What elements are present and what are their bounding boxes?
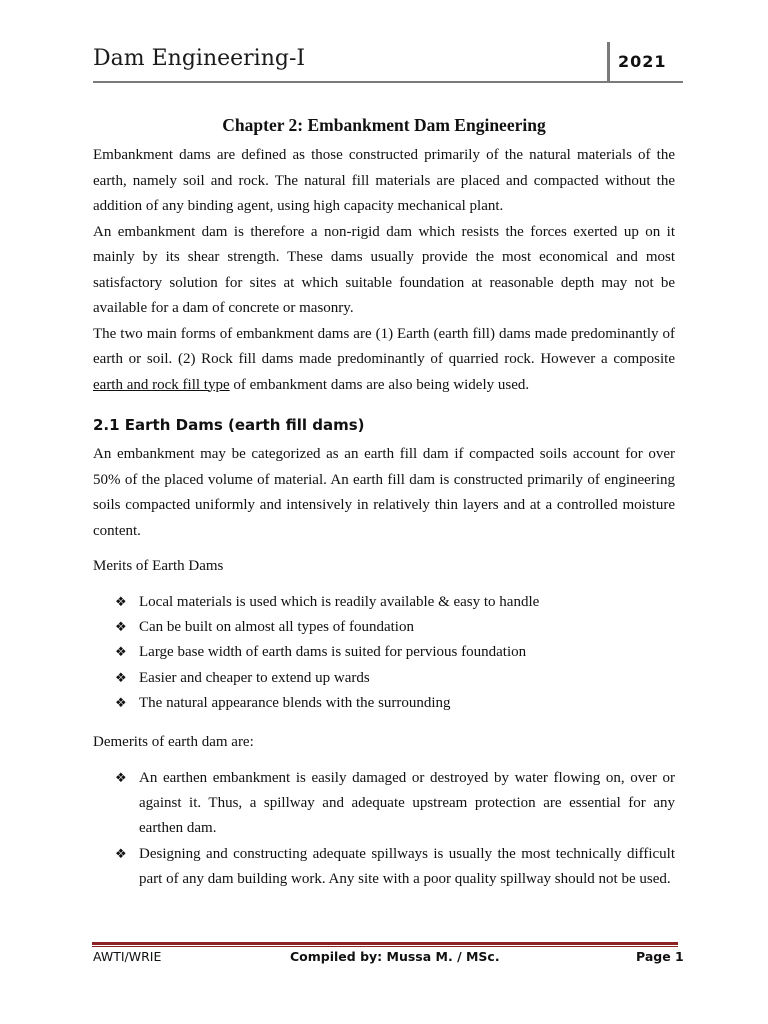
header-year: 2021 bbox=[618, 52, 667, 71]
diamond-bullet-icon: ❖ bbox=[115, 670, 127, 686]
diamond-bullet-icon: ❖ bbox=[115, 595, 127, 610]
list-item: ❖ Large base width of earth dams is suited for pervious foundation bbox=[115, 640, 675, 665]
demerits-label: Demerits of earth dam are: bbox=[93, 734, 254, 751]
page-body bbox=[93, 113, 675, 892]
diamond-bullet-icon: ❖ bbox=[115, 771, 127, 787]
footer-page-number: Page 1 bbox=[636, 949, 684, 964]
header-title: Dam Engineering-I bbox=[93, 46, 306, 71]
list-item: ❖ An earthen embankment is easily damaged or destroyed by water flowing on, over or against it. Thus, a spillway and adequate upstream protection are essential for any earthen dam. bbox=[115, 766, 675, 842]
list-item: ❖ Easier and cheaper to extend up wards bbox=[115, 666, 675, 691]
diamond-bullet-icon: ❖ bbox=[115, 645, 127, 661]
diamond-bullet-icon: ❖ bbox=[115, 846, 127, 862]
footer-rule bbox=[92, 942, 678, 945]
intro-paragraph-3-end: of embankment dams are also being widely used. bbox=[229, 376, 530, 393]
intro-paragraph-1: Embankment dams are defined as those constructed primarily of the natural materials of the earth, namely soil and rock. The natural fill materials are placed and compacted without the addition of any binding agent, using high capacity mechanical plant. bbox=[93, 147, 675, 214]
intro-paragraph-3-start: The two main forms of embankment dams are (1) Earth (earth fill) dams made predominantly of earth or soil. (2) Rock fill dams made predominantly of quarried rock. However a composite bbox=[93, 325, 675, 367]
intro-paragraph-3 bbox=[93, 322, 675, 399]
demerits-list bbox=[93, 766, 675, 892]
chapter-title: Chapter 2: Embankment Dam Engineering bbox=[222, 115, 546, 135]
list-item: ❖ Designing and constructing adequate spillways is usually the most technically difficult part of any dam building work. Any site with a poor quality spillway should not be used. bbox=[115, 842, 675, 892]
diamond-bullet-icon: ❖ bbox=[115, 620, 127, 636]
footer-institute: AWTI/WRIE bbox=[93, 949, 162, 964]
merits-list bbox=[93, 590, 675, 716]
list-item: ❖ Can be built on almost all types of foundation bbox=[115, 615, 675, 640]
section-heading: 2.1 Earth Dams (earth fill dams) bbox=[93, 416, 365, 434]
intro-paragraph-2: An embankment dam is therefore a non-rigid dam which resists the forces exerted up on it mainly by its shear strength. These dams usually provide the most economical and most satisfactory solution for sites at which suitable foundation at reasonable depth may not be available for a dam of concrete or masonry. bbox=[93, 223, 675, 316]
merits-label: Merits of Earth Dams bbox=[93, 558, 224, 574]
footer-author: Compiled by: Mussa M. / MSc. bbox=[290, 949, 500, 964]
diamond-bullet-icon: ❖ bbox=[115, 695, 127, 711]
list-item: ❖ The natural appearance blends with the surrounding bbox=[115, 691, 675, 716]
list-item: ❖ Local materials is used which is readily available & easy to handle bbox=[115, 590, 675, 615]
header-rule bbox=[93, 81, 683, 83]
underlined-term: earth and rock fill type bbox=[93, 376, 230, 393]
header-divider bbox=[607, 42, 610, 82]
footer-rule-thin bbox=[92, 946, 678, 947]
section-paragraph: An embankment may be categorized as an earth fill dam if compacted soils account for over 50% of the placed volume of material. An earth fill dam is constructed primarily of engineering soils compacted uniformly and intensively in relatively thin layers and at a controlled moisture content. bbox=[93, 446, 675, 539]
